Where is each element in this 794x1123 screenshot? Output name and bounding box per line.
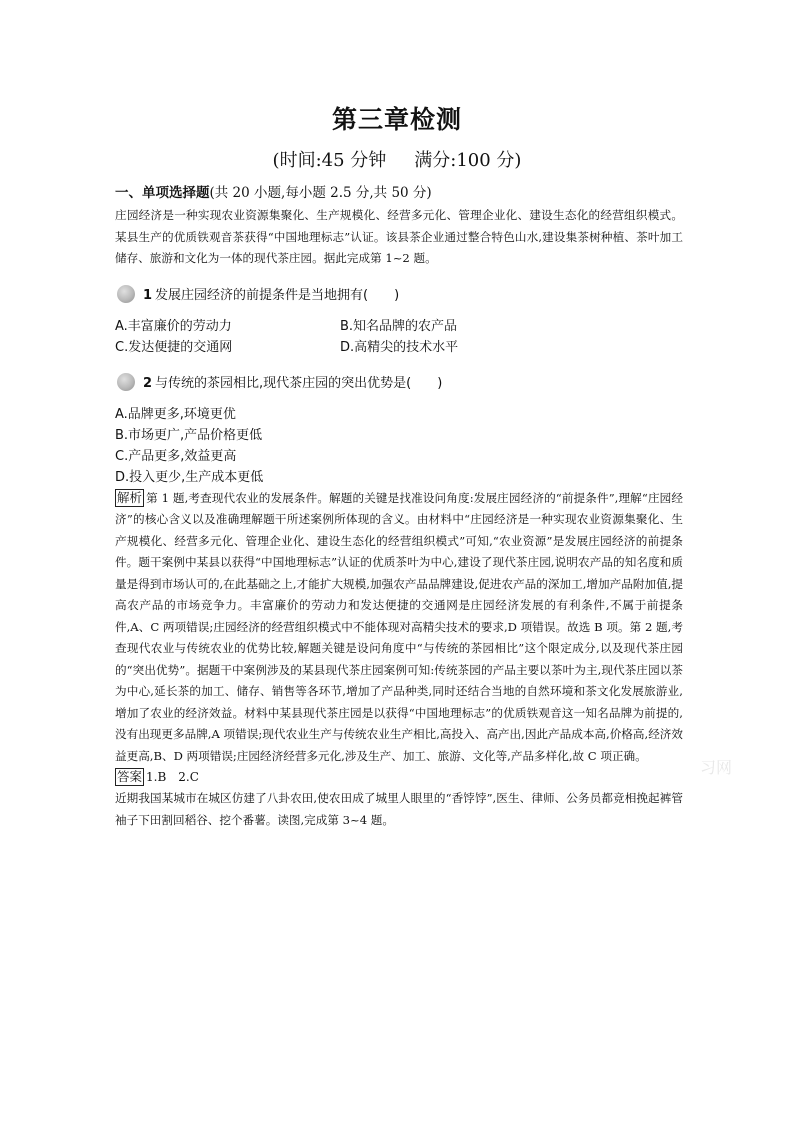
section-heading xyxy=(115,181,683,201)
option-a: A.品牌更多,环境更优 xyxy=(115,406,236,422)
next-material-paragraph: 近期我国某城市在城区仿建了八卦农田,使农田成了城里人眼里的“香饽饽”,医生、律师、公务员都竞相挽起裤管袖子下田割回稻谷、挖个番薯。读图,完成第 3~4 题。 xyxy=(115,791,683,827)
option-a: A.丰富廉价的劳动力 xyxy=(115,318,232,334)
answer-line xyxy=(115,767,683,788)
answer-label: 答案 xyxy=(117,769,143,784)
option-c: C.产品更多,效益更高 xyxy=(115,448,237,464)
section-heading-detail: (共 20 小题,每小题 2.5 分,共 50 分) xyxy=(209,185,432,201)
document-body xyxy=(115,181,683,831)
page-subtitle xyxy=(0,146,794,172)
analysis-label: 解析 xyxy=(117,489,143,505)
question-text: 发展庄园经济的前提条件是当地拥有( ) xyxy=(155,287,400,303)
option-b: B.知名品牌的农产品 xyxy=(340,318,458,334)
analysis-text: 第 1 题,考查现代农业的发展条件。解题的关键是找准设问角度:发展庄园经济的“前提条件”,理解“庄园经济”的核心含义以及准确理解题干所述案例所体现的含义。由材料中“庄园经济是一种实现农业资源集聚化、生产规模化、经营多元化、管理企业化、建设生态化的经营组织模式”可知,“农业资源”是发展庄园经济的前提条件。题干案例中某县以获得“中国地理标志”认证的优质茶叶为中心,建设了现代茶庄园,说明农产品的知名度和质量是得到市场认可的,在此基础之上,才能扩大规模,加强农产品品牌建设,促进农产品的深加工,增加产品附加值,提高农产品的市场竞争力。丰富廉价的劳动力和发达便捷的交通网是庄园经济发展的有利条件,不属于前提条件,A、C 两项错误;庄园经济的经营组织模式中不能体现对高精尖技术的要求,D 项错误。故选 B 项。第 2 题,考查现代农业与传统农业的优势比较,解题关键是设问角度中“与传统的茶园相比”这个限定成分,以及现代茶庄园的“突出优势”。据题干中案例涉及的某县现代茶庄园案例可知:传统茶园的产品主要以茶叶为主,现代茶庄园以茶为中心,延长茶的加工、储存、销售等各环节,增加了产品种类,同时还结合当地的自然环境和茶文化发展旅游业,增加了农业的经济效益。材料中某县现代茶庄园是以获得“中国地理标志”的优质铁观音这一知名品牌为前提的,没有出现更多品牌,A 项错误;现代农业生产与传统农业生产相比,高投入、高产出,因此产品成本高,价格高,经济效益更高,B、D 两项错误;庄园经济经营多元化,涉及生产、加工、旅游、文化等,产品多样化,故 C 项正确。 xyxy=(115,490,683,763)
exam-time: (时间:45 分钟 xyxy=(272,150,387,171)
exam-score: 满分:100 分) xyxy=(414,150,522,171)
option-c: C.发达便捷的交通网 xyxy=(115,339,233,355)
answer-2: 2.C xyxy=(178,770,199,784)
question-2 xyxy=(115,374,683,394)
watermark: 习网 xyxy=(700,758,733,777)
option-b: B.市场更广,产品价格更低 xyxy=(115,427,263,443)
page-title: 第三章检测 xyxy=(331,105,462,134)
material-paragraph: 庄园经济是一种实现农业资源集聚化、生产规模化、经营多元化、管理企业化、建设生态化的经营组织模式。某县生产的优质铁观音茶获得“中国地理标志”认证。该县茶企业通过整合特色山水,建设集茶树种植、茶叶加工储存、旅游和文化为一体的现代茶庄园。据此完成第 1~2 题。 xyxy=(115,208,683,265)
question-text: 与传统的茶园相比,现代茶庄园的突出优势是( ) xyxy=(155,375,443,391)
analysis-paragraph xyxy=(115,488,683,768)
answer-1: 1.B xyxy=(146,770,167,784)
question-2-options xyxy=(115,404,683,488)
question-number: 2 xyxy=(143,375,153,391)
section-heading-title: 一、单项选择题 xyxy=(115,185,210,201)
question-bullet-icon xyxy=(117,285,135,303)
question-1 xyxy=(115,286,683,306)
question-number: 1 xyxy=(143,287,153,303)
option-d: D.高精尖的技术水平 xyxy=(340,339,459,355)
question-1-options xyxy=(115,316,683,358)
option-d: D.投入更少,生产成本更低 xyxy=(115,469,264,485)
question-bullet-icon xyxy=(117,373,135,391)
